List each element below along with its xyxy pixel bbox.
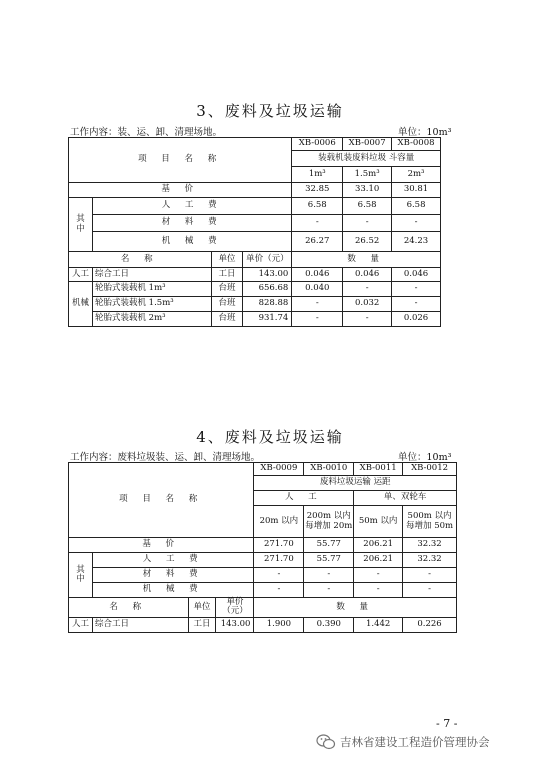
sub-header-line: 每增加 50m xyxy=(406,520,454,531)
cost-value: 26.52 xyxy=(343,232,392,252)
resource-qty: - xyxy=(292,312,343,327)
section3-title: 3、废料及垃圾运输 xyxy=(196,102,344,120)
qty-col-header: 数 量 xyxy=(254,598,457,618)
resource-name: 综合工日 xyxy=(92,617,188,632)
code-cell: XB-0007 xyxy=(343,138,392,151)
group-header: 装载机装废料垃圾 斗容量 xyxy=(292,151,441,167)
page-number: - 7 - xyxy=(436,717,458,730)
cost-row-label: 机 械 费 xyxy=(92,232,291,252)
cost-row-label: 人 工 费 xyxy=(92,553,253,568)
cost-value: 6.58 xyxy=(343,198,392,215)
resource-qty: 0.046 xyxy=(292,268,343,282)
code-cell: XB-0006 xyxy=(292,138,343,151)
resource-qty: 0.046 xyxy=(392,268,441,282)
qizhong-label: 其中 xyxy=(69,553,93,598)
base-price-value: 32.85 xyxy=(292,183,343,198)
resource-qty: - xyxy=(343,312,392,327)
resource-qty: - xyxy=(392,297,441,312)
watermark-text: 吉林省建设工程造价管理协会 xyxy=(340,735,490,749)
sub-header xyxy=(304,506,354,538)
cost-value: - xyxy=(292,215,343,232)
section4-unit: 单位：10m³ xyxy=(398,452,452,463)
resource-qty: 0.046 xyxy=(343,268,392,282)
sub-header-line: 50m 以内 xyxy=(358,515,398,526)
sub-header: 1m³ xyxy=(292,167,343,183)
cost-row-label: 机 械 费 xyxy=(92,583,253,598)
resource-qty: 0.040 xyxy=(292,282,343,297)
cost-value: 26.27 xyxy=(292,232,343,252)
subgroup-cart: 单、双轮车 xyxy=(354,491,457,506)
section3-unit: 单位：10m³ xyxy=(398,127,452,138)
base-price-value: 206.21 xyxy=(354,538,403,553)
sub-header-line: 每增加 20m xyxy=(305,520,353,531)
cost-value: - xyxy=(392,215,441,232)
sub-header-line: 20m 以内 xyxy=(259,515,299,526)
cost-value: - xyxy=(304,583,354,598)
cost-value: 6.58 xyxy=(292,198,343,215)
sub-header-line: 500m 以内 xyxy=(407,511,452,522)
item-name-header: 项 目 名 称 xyxy=(69,463,254,538)
section4-work-content: 工作内容：废料垃圾装、运、卸、清理场地。 xyxy=(70,452,261,463)
name-col-header: 名 称 xyxy=(69,252,212,268)
resource-price: 828.88 xyxy=(243,297,292,312)
cost-value: 271.70 xyxy=(254,553,304,568)
resource-name: 轮胎式装载机 2m³ xyxy=(92,312,211,327)
section4-title: 4、废料及垃圾运输 xyxy=(196,428,344,446)
cost-value: - xyxy=(254,583,304,598)
sub-header: 1.5m³ xyxy=(343,167,392,183)
sub-header-line: 200m 以内 xyxy=(306,511,351,522)
section3-table xyxy=(68,137,441,327)
unit-col-header: 单位 xyxy=(211,252,243,268)
price-col-header: 单价（元） xyxy=(216,598,254,618)
section4-table xyxy=(68,462,457,633)
subgroup-manual: 人 工 xyxy=(254,491,354,506)
code-cell: XB-0008 xyxy=(392,138,441,151)
labor-category: 人工 xyxy=(69,268,93,282)
cost-value: 6.58 xyxy=(392,198,441,215)
resource-qty: 0.026 xyxy=(392,312,441,327)
section3-work-content: 工作内容：装、运、卸、清理场地。 xyxy=(70,127,223,138)
cost-value: - xyxy=(343,215,392,232)
resource-qty: - xyxy=(392,282,441,297)
base-price-label: 基 价 xyxy=(69,538,254,553)
resource-unit: 台班 xyxy=(211,297,243,312)
base-price-value: 32.32 xyxy=(403,538,457,553)
resource-qty: 1.442 xyxy=(354,617,403,632)
machine-category: 机械 xyxy=(69,282,93,327)
cost-value: 32.32 xyxy=(403,553,457,568)
cost-row-label: 材 料 费 xyxy=(92,215,291,232)
cost-value: - xyxy=(403,583,457,598)
name-col-header: 名 称 xyxy=(69,598,189,618)
resource-price: 931.74 xyxy=(243,312,292,327)
resource-qty: 0.390 xyxy=(304,617,354,632)
cost-value: - xyxy=(354,583,403,598)
watermark xyxy=(316,734,490,750)
cost-value: 55.77 xyxy=(304,553,354,568)
group-header: 废料垃圾运输 运距 xyxy=(254,476,457,491)
price-col-header: 单价（元） xyxy=(243,252,292,268)
resource-qty: 0.032 xyxy=(343,297,392,312)
labor-category: 人工 xyxy=(69,617,93,632)
wechat-icon xyxy=(316,734,336,750)
base-price-value: 30.81 xyxy=(392,183,441,198)
resource-price: 143.00 xyxy=(243,268,292,282)
resource-name: 轮胎式装载机 1.5m³ xyxy=(92,297,211,312)
cost-row-label: 人 工 费 xyxy=(92,198,291,215)
cost-value: - xyxy=(254,568,304,583)
base-price-label: 基 价 xyxy=(69,183,292,198)
resource-unit: 台班 xyxy=(211,312,243,327)
sub-header xyxy=(354,506,403,538)
code-cell: XB-0009 xyxy=(254,463,304,476)
qizhong-label: 其中 xyxy=(69,198,93,252)
base-price-value: 271.70 xyxy=(254,538,304,553)
resource-unit: 工日 xyxy=(188,617,216,632)
resource-name: 轮胎式装载机 1m³ xyxy=(92,282,211,297)
resource-qty: - xyxy=(292,297,343,312)
sub-header: 2m³ xyxy=(392,167,441,183)
cost-value: - xyxy=(304,568,354,583)
cost-value: 206.21 xyxy=(354,553,403,568)
resource-name: 综合工日 xyxy=(92,268,211,282)
resource-qty: - xyxy=(343,282,392,297)
code-cell: XB-0011 xyxy=(354,463,403,476)
unit-col-header: 单位 xyxy=(188,598,216,618)
sub-header xyxy=(254,506,304,538)
resource-qty: 0.226 xyxy=(403,617,457,632)
qty-col-header: 数 量 xyxy=(292,252,441,268)
resource-unit: 台班 xyxy=(211,282,243,297)
base-price-value: 33.10 xyxy=(343,183,392,198)
cost-row-label: 材 料 费 xyxy=(92,568,253,583)
resource-price: 143.00 xyxy=(216,617,254,632)
cost-value: - xyxy=(354,568,403,583)
base-price-value: 55.77 xyxy=(304,538,354,553)
code-cell: XB-0012 xyxy=(403,463,457,476)
resource-price: 656.68 xyxy=(243,282,292,297)
cost-value: 24.23 xyxy=(392,232,441,252)
sub-header xyxy=(403,506,457,538)
code-cell: XB-0010 xyxy=(304,463,354,476)
cost-value: - xyxy=(403,568,457,583)
resource-qty: 1.900 xyxy=(254,617,304,632)
resource-unit: 工日 xyxy=(211,268,243,282)
item-name-header: 项 目 名 称 xyxy=(69,138,292,183)
